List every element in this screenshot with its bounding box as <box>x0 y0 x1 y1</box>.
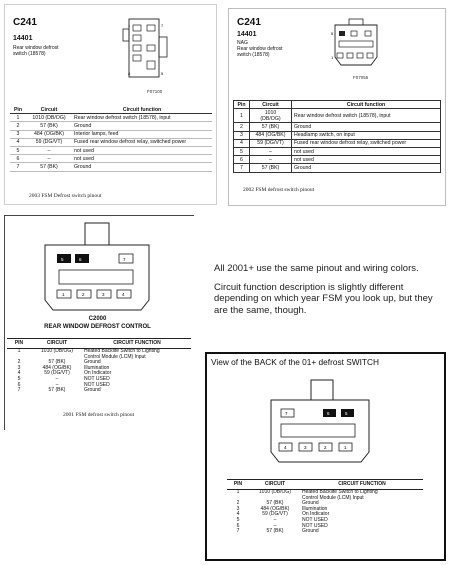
circuit-function: On Indicator <box>302 511 330 518</box>
circuit: – <box>250 156 292 164</box>
pin-number: 3 <box>236 505 240 512</box>
circuit: 1010 (DB/OG) <box>26 114 72 122</box>
pin-number: 1 <box>17 348 21 354</box>
pinout-table-2002 <box>233 100 441 173</box>
table-row <box>10 122 212 130</box>
pin-cavity <box>367 53 373 58</box>
circuit: 57 (BK) <box>48 359 66 366</box>
table-row <box>227 490 423 502</box>
circuit-function: Ground <box>72 163 212 171</box>
connector-code: C241 <box>13 17 37 28</box>
pin-cavity <box>75 254 89 263</box>
col-header: Circuit <box>250 101 292 109</box>
circuit-function: Fused rear window defrost relay, switched power <box>292 139 441 147</box>
caption: 2003 FSM Defrost switch pinout <box>29 193 102 199</box>
circuit-function: Headlamp switch, on input <box>292 131 441 139</box>
pin-number: 5 <box>234 147 250 155</box>
connector-title: REAR WINDOW DEFROST CONTROL <box>44 324 151 330</box>
circuit: 57 (BK) <box>26 163 72 171</box>
pin-number: 7 <box>17 387 21 394</box>
pin-label: 1 <box>331 55 334 60</box>
pin-label: 5 <box>331 31 334 36</box>
circuit: – <box>26 146 72 154</box>
pin-number: 5 <box>10 146 26 154</box>
col-header: Circuit <box>26 106 72 114</box>
pin-cavity <box>57 254 71 263</box>
pin-number: 4 <box>10 138 26 146</box>
table-row <box>7 388 191 394</box>
col-header: CIRCUIT <box>31 339 83 349</box>
connector-face-2003 <box>117 13 177 85</box>
circuit-function: Ground <box>302 500 319 507</box>
pin-label: 1 <box>344 445 347 450</box>
table-row <box>10 155 212 163</box>
col-header: CIRCUIT <box>249 480 301 490</box>
circuit-function: Heated Backlite Switch to Lighting Control Module (LCM) Input <box>84 348 160 360</box>
panel-title: View of the BACK of the 01+ defrost SWITCH <box>211 357 379 367</box>
circuit-function: Illumination <box>84 364 110 371</box>
pin-number: 2 <box>17 359 21 366</box>
pin-label: 1 <box>128 23 131 28</box>
connector-description: Rear window defrost switch (18578) <box>13 45 59 57</box>
circuit: 57 (BK) <box>250 123 292 131</box>
pin-number: 7 <box>236 528 240 535</box>
circuit-function: Ground <box>302 528 319 535</box>
circuit-function: Ground <box>292 123 441 131</box>
pin-cavity <box>337 53 343 58</box>
pin-cavity <box>351 31 357 36</box>
pinout-table-2001 <box>7 338 191 394</box>
notes <box>214 263 446 323</box>
table-row <box>234 139 441 147</box>
pin-label: 4 <box>128 71 131 76</box>
part-number: 14401 <box>237 31 257 38</box>
circuit-function: Heated Backlite Switch to Lighting Control Module (LCM) Input <box>302 489 378 501</box>
circuit-function: Ground <box>84 359 101 366</box>
connector-description: NAG Rear window defrost switch (18578) <box>237 40 283 58</box>
pin-number: 3 <box>234 131 250 139</box>
pin-cavity <box>347 53 353 58</box>
pin-cavity <box>147 45 155 51</box>
circuit: 57 (BK) <box>266 528 284 535</box>
pin-cavity <box>357 53 363 58</box>
pin-cavity <box>339 31 345 36</box>
circuit-function: Ground <box>72 122 212 130</box>
pin-cavity <box>133 45 141 51</box>
circuit-function: Interior lamps, feed <box>72 130 212 138</box>
pin-number: 5 <box>236 516 240 523</box>
pin-cavity <box>133 55 141 61</box>
circuit-function: On Indicator <box>84 370 112 377</box>
pin-cavity <box>119 254 133 263</box>
table-row <box>10 130 212 138</box>
circuit: 59 (DG/VT) <box>44 370 70 377</box>
pin-label: 4 <box>284 445 287 450</box>
circuit: 59 (DG/VT) <box>250 139 292 147</box>
col-header: Pin <box>234 101 250 109</box>
circuit: – <box>250 147 292 155</box>
pin-label: 5 <box>345 411 348 416</box>
pin-label: 5 <box>161 71 164 76</box>
circuit: 57 (BK) <box>26 122 72 130</box>
circuit: 484 (OG/BK) <box>250 131 292 139</box>
figure-id: F07100 <box>147 89 163 94</box>
circuit: 59 (DG/VT) <box>26 138 72 146</box>
circuit-function: not used <box>72 155 212 163</box>
pin-number: 3 <box>17 364 21 371</box>
pin-label: 5 <box>61 257 64 262</box>
circuit: – <box>26 155 72 163</box>
pin-label: 6 <box>327 411 330 416</box>
pin-label: 7 <box>123 257 126 262</box>
circuit-function: NOT USED <box>302 522 328 529</box>
circuit: – <box>55 375 59 382</box>
pin-cavity <box>147 25 155 31</box>
caption: 2001 FSM defrost switch pinout <box>63 412 135 418</box>
pin-cavity <box>133 35 141 41</box>
note-same-pinout: All 2001+ use the same pinout and wiring colors. <box>214 263 419 274</box>
col-header: PIN <box>7 339 31 349</box>
circuit-function: Rear window defrost switch (18578), input <box>292 109 441 123</box>
pin-number: 1 <box>236 489 240 495</box>
circuit: 57 (BK) <box>250 164 292 172</box>
pinout-table-back <box>227 479 423 535</box>
connector-code: C2000 <box>88 316 107 322</box>
table-row <box>234 109 441 123</box>
pin-number: 4 <box>17 370 21 377</box>
pin-number: 7 <box>10 163 26 171</box>
pin-label: 3 <box>102 292 105 297</box>
circuit-function: not used <box>292 156 441 164</box>
pin-number: 2 <box>10 122 26 130</box>
circuit-function: Ground <box>292 164 441 172</box>
panel-2003 <box>4 4 217 205</box>
panel-2001 <box>4 215 194 430</box>
pin-number: 1 <box>234 109 250 123</box>
pin-number: 6 <box>10 155 26 163</box>
pin-number: 4 <box>236 511 240 518</box>
pin-number: 1 <box>10 114 26 122</box>
pin-cavity <box>147 61 155 69</box>
pin-label: 7 <box>285 411 288 416</box>
pin-label: 3 <box>304 445 307 450</box>
table-row <box>234 123 441 131</box>
col-header: Circuit function <box>72 106 212 114</box>
pin-number: 6 <box>234 156 250 164</box>
pin-label: 6 <box>79 257 82 262</box>
pin-number: 2 <box>236 500 240 507</box>
circuit: 484 (OG/BK) <box>26 130 72 138</box>
pin-number: 3 <box>10 130 26 138</box>
table-row <box>10 114 212 122</box>
col-header: CIRCUIT FUNCTION <box>83 339 191 349</box>
circuit-function: Fused rear window defrost relay, switched power <box>72 138 212 146</box>
panel-2002 <box>228 8 446 206</box>
circuit-function: not used <box>292 147 441 155</box>
pin-number: 5 <box>17 375 21 382</box>
circuit: 484 (OG/BK) <box>42 364 72 371</box>
pin-label: 2 <box>324 445 327 450</box>
pin-number: 6 <box>236 522 240 529</box>
col-header: CIRCUIT FUNCTION <box>301 480 423 490</box>
pin-cavity <box>365 31 371 36</box>
panel-back-view <box>205 352 446 561</box>
table-row <box>234 147 441 155</box>
connector-code: C241 <box>237 17 261 28</box>
circuit: 59 (DG/VT) <box>262 511 288 518</box>
circuit: 1010 (DB/OG) <box>250 109 292 123</box>
circuit-function: Rear window defrost switch (18578), input <box>72 114 212 122</box>
note-description-differs: Circuit function description is slightly different depending on which year FSM you look up, but they are the same, though. <box>214 281 433 316</box>
figure-id: F07055 <box>353 75 369 80</box>
pin-number: 6 <box>17 381 21 388</box>
table-row <box>227 529 423 535</box>
connector-back-face <box>265 378 375 468</box>
table-row <box>234 156 441 164</box>
pinout-table-2003 <box>10 106 212 172</box>
pin-label: 4 <box>122 292 125 297</box>
circuit: – <box>273 522 277 529</box>
pin-number: 4 <box>234 139 250 147</box>
pin-label: 2 <box>82 292 85 297</box>
circuit-function: Illumination <box>302 505 328 512</box>
pin-number: 7 <box>234 164 250 172</box>
col-header: PIN <box>227 480 249 490</box>
circuit-function: NOT USED <box>84 375 110 382</box>
table-row <box>10 163 212 171</box>
circuit: – <box>55 381 59 388</box>
part-number: 14401 <box>13 35 33 42</box>
circuit: – <box>273 516 277 523</box>
table-row <box>234 164 441 172</box>
circuit: 57 (BK) <box>48 387 66 394</box>
col-header: Circuit function <box>292 101 441 109</box>
caption: 2002 FSM defrost switch pinout <box>243 187 315 193</box>
pin-label: 7 <box>161 23 164 28</box>
connector-face-2002 <box>325 17 387 73</box>
circuit-function: NOT USED <box>84 381 110 388</box>
circuit: 1010 (DB/OG) <box>259 489 291 495</box>
connector-face-2001 <box>37 220 157 315</box>
table-row <box>10 146 212 154</box>
circuit: 57 (BK) <box>266 500 284 507</box>
table-row <box>234 131 441 139</box>
pin-label: 1 <box>62 292 65 297</box>
pin-cavity <box>133 25 141 31</box>
col-header: Pin <box>10 106 26 114</box>
circuit-function: Ground <box>84 387 101 394</box>
circuit: 1010 (DB/OG) <box>41 348 73 354</box>
table-row <box>10 138 212 146</box>
circuit-function: NOT USED <box>302 516 328 523</box>
pin-number: 2 <box>234 123 250 131</box>
circuit: 484 (OG/BK) <box>260 505 290 512</box>
circuit-function: not used <box>72 146 212 154</box>
